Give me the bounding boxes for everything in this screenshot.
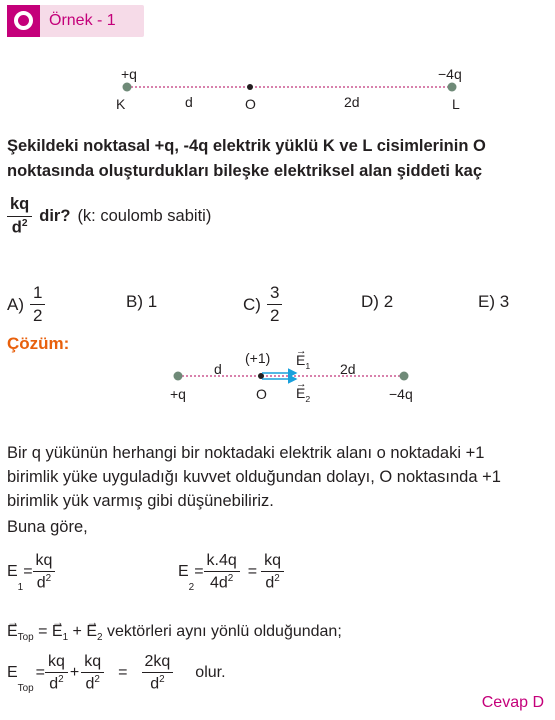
explanation-line-2: birimlik yüke uyguladığı kuvvet olduğundan dolayı, O noktasında +1 xyxy=(7,468,501,486)
point-o xyxy=(258,373,264,379)
e1-equation: E 1 = $\frac{kq}{d^2}$ xyxy=(7,551,55,593)
option-e[interactable]: E) 3 xyxy=(478,292,510,311)
charge-diagram xyxy=(0,0,555,120)
point-l-label: L xyxy=(452,96,460,112)
distance-d-label: d xyxy=(185,94,193,110)
e1-label: → $E_1$ xyxy=(296,352,310,371)
e2-label: → $E_2$ xyxy=(296,385,310,404)
e2-equation: E 2 = $\frac{k.4q}{4d^2}$ = $\frac{kq}{d^2}$ xyxy=(178,551,284,593)
question-line-2: noktasında oluşturdukları bileşke elektriksel alan şiddeti kaç xyxy=(7,162,483,180)
explanation-line-1: Bir q yükünün herhangi bir noktadaki elektrik alanı o noktadaki +1 xyxy=(7,444,485,462)
explanation-line-3: birimlik yük varmış gibi düşünebiliriz. xyxy=(7,492,274,510)
charge-l xyxy=(448,83,457,92)
charge-l-label: −4q xyxy=(438,66,462,82)
answer-label: Cevap D xyxy=(481,694,544,711)
field-diagram xyxy=(0,340,555,400)
solution-title: Çözüm: xyxy=(7,334,70,353)
charge-negative-label: −4q xyxy=(389,386,413,402)
point-o-label: O xyxy=(245,96,256,112)
vector-sum-line: → $E_{Top}$ = → $E_1$ + → $E_2$ vektörleri aynı yönlü olduğundan; xyxy=(7,623,342,643)
charge-k-label: +q xyxy=(121,66,137,82)
charge-negative xyxy=(400,372,409,381)
point-o-label: O xyxy=(256,386,267,402)
question-line-1: Şekildeki noktasal +q, -4q elektrik yüklü K ve L cisimlerinin O xyxy=(7,137,486,155)
option-b[interactable]: B) 1 xyxy=(126,292,158,311)
unit-charge-label: (+1) xyxy=(245,350,271,366)
option-c[interactable]: C) $\frac{3}{2}$ xyxy=(243,283,282,327)
point-o xyxy=(247,84,253,90)
total-field-equation: E Top = $\frac{kq}{d^2}$ + $\frac{kq}{d^2}$ = $\frac{2kq}{d^2}$ olur. xyxy=(7,653,226,694)
question-tail: dir? xyxy=(39,207,71,226)
distance-2d-label: 2d xyxy=(340,361,356,377)
option-a[interactable]: A) $\frac{1}{2}$ xyxy=(7,283,45,327)
charge-positive xyxy=(174,372,183,381)
unit-fraction: $\frac{kq}{d^2}$ xyxy=(7,195,32,238)
point-k-label: K xyxy=(116,96,126,112)
explanation-line-4: Buna göre, xyxy=(7,518,88,536)
distance-2d-label: 2d xyxy=(344,94,360,110)
question-unit xyxy=(7,195,211,238)
example-title: Örnek - 1 xyxy=(49,12,116,29)
distance-d-label: d xyxy=(214,361,222,377)
option-d[interactable]: D) 2 xyxy=(361,292,394,311)
question-note: (k: coulomb sabiti) xyxy=(77,207,212,226)
charge-k xyxy=(123,83,132,92)
charge-positive-label: +q xyxy=(170,386,186,402)
